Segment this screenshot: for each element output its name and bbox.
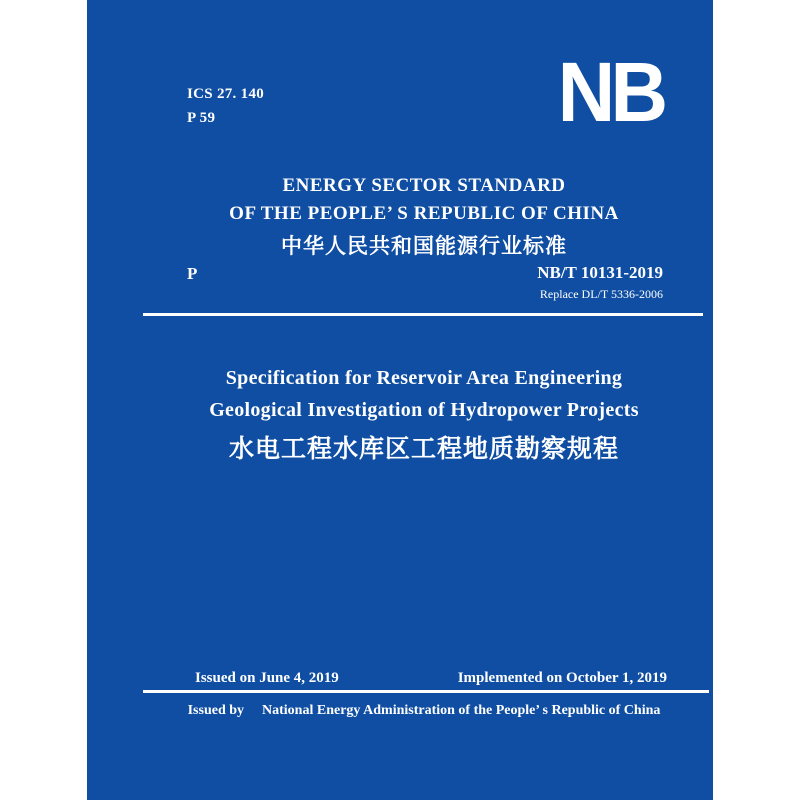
issued-by-value: National Energy Administration of the People’ s Republic of China — [262, 703, 661, 718]
implemented-date: Implemented on October 1, 2019 — [457, 670, 667, 686]
document-title-block — [119, 362, 729, 468]
ics-code: ICS 27. 140 — [187, 86, 265, 102]
standard-number-block — [537, 264, 663, 301]
standard-number-row — [187, 264, 663, 301]
issued-by-label: Issued by — [187, 703, 245, 718]
issued-by-row — [143, 701, 705, 721]
title-en-line1: Specification for Reservoir Area Engineering — [225, 367, 623, 389]
header-divider-line — [143, 313, 703, 316]
title-en-line2: Geological Investigation of Hydropower Projects — [209, 399, 639, 421]
p-mark: P — [187, 264, 198, 283]
doc-class-code: P 59 — [187, 110, 216, 126]
replaces-note: Replace DL/T 5336-2006 — [539, 287, 663, 301]
org-header-en-line2: OF THE PEOPLE’ S REPUBLIC OF CHINA — [229, 203, 619, 224]
org-header-en-line1: ENERGY SECTOR STANDARD — [282, 175, 566, 196]
footer-divider-line — [143, 690, 709, 693]
title-cn: 水电工程水库区工程地质勘察规程 — [228, 436, 619, 463]
standard-cover-page — [87, 0, 713, 800]
ics-classification-block — [187, 82, 264, 130]
dates-row — [143, 670, 705, 687]
nb-logo: NB — [557, 45, 663, 139]
issued-date: Issued on June 4, 2019 — [195, 670, 339, 686]
standard-number: NB/T 10131-2019 — [537, 263, 663, 282]
standard-org-header — [143, 172, 705, 262]
org-header-cn: 中华人民共和国能源行业标准 — [281, 235, 567, 258]
